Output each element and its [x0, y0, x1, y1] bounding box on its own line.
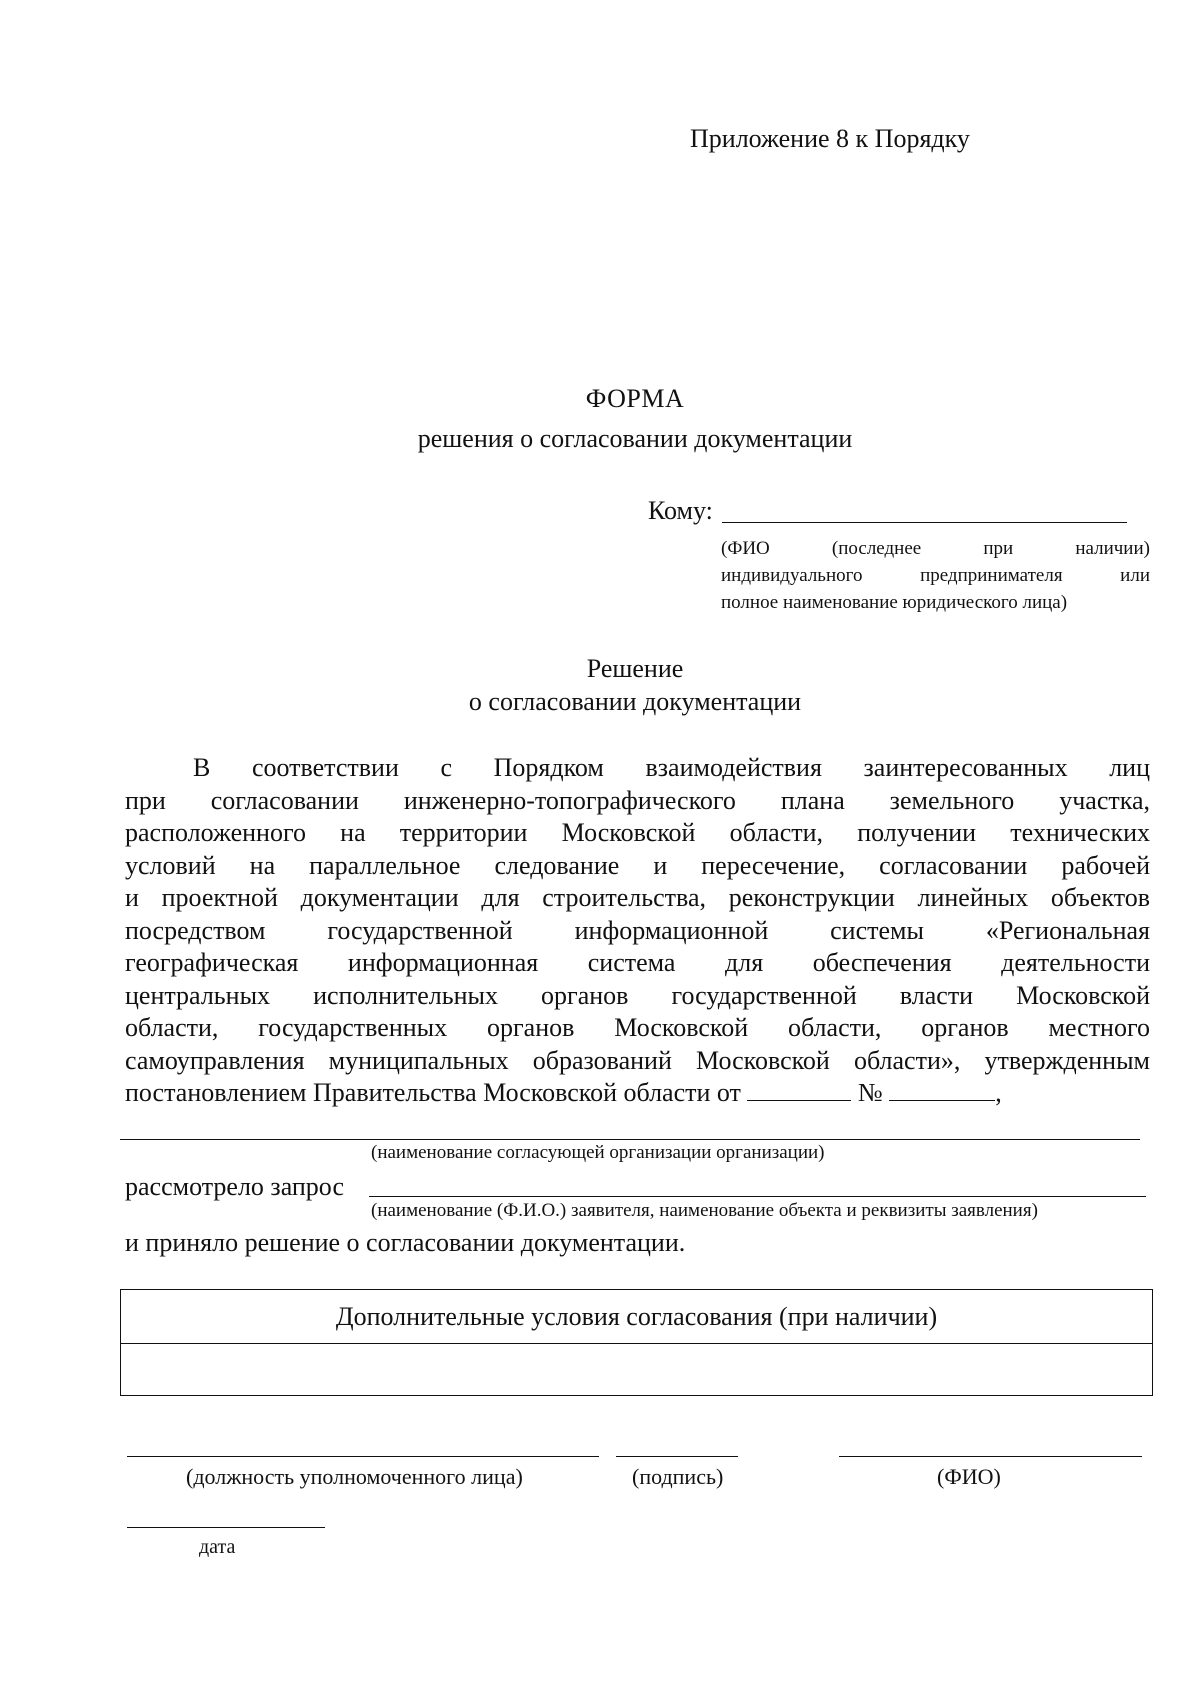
body-line-last: постановлением Правительства Московской области от № ,: [125, 1078, 1002, 1107]
resolution-number-field[interactable]: [889, 1082, 995, 1101]
recipient-hint-line-3: полное наименование юридического лица): [721, 592, 1068, 613]
appendix-reference: Приложение 8 к Порядку: [690, 124, 970, 153]
form-title: ФОРМА: [585, 384, 685, 413]
conditions-table-cell[interactable]: [121, 1344, 1152, 1395]
recipient-field-line[interactable]: [722, 522, 1127, 523]
request-field-line[interactable]: [369, 1196, 1146, 1197]
recipient-label: Кому:: [648, 496, 713, 525]
recipient-hint: [721, 535, 1150, 616]
body-paragraph: [125, 752, 1150, 1110]
decision-accepted-text: и приняло решение о согласовании документации.: [125, 1228, 686, 1257]
conditions-table-header: Дополнительные условия согласования (при наличии): [121, 1290, 1152, 1344]
body-line: посредством государственной информационной системы «Региональная: [125, 915, 1150, 945]
conditions-table: [120, 1289, 1153, 1396]
body-line: при согласовании инженерно-топографического плана земельного участка,: [125, 785, 1150, 815]
body-line: самоуправления муниципальных образований Московской области», утвержденным: [125, 1045, 1150, 1075]
fio-signature-line[interactable]: [839, 1456, 1142, 1457]
body-line: В соответствии с Порядком взаимодействия заинтересованных лиц: [193, 753, 1150, 782]
body-line: области, государственных органов Московской области, органов местного: [125, 1013, 1150, 1042]
decision-subtitle: о согласовании документации: [468, 687, 802, 716]
organization-hint: (наименование согласующей организации организации): [371, 1142, 825, 1163]
decision-title: Решение: [586, 654, 684, 683]
signature-label: (подпись): [632, 1464, 724, 1489]
recipient-hint-line-1: (ФИО (последнее при наличии): [721, 538, 1150, 559]
body-line: расположенного на территории Московской области, получении технических: [125, 818, 1150, 847]
position-label: (должность уполномоченного лица): [186, 1464, 523, 1489]
body-line: географическая информационная система для обеспечения деятельности: [125, 948, 1150, 977]
date-field-line[interactable]: [127, 1527, 325, 1528]
body-line: и проектной документации для строительства, реконструкции линейных объектов: [125, 883, 1150, 912]
request-label: рассмотрело запрос: [125, 1172, 344, 1201]
date-label: дата: [199, 1536, 236, 1558]
fio-label: (ФИО): [937, 1464, 1001, 1489]
applicant-hint: (наименование (Ф.И.О.) заявителя, наименование объекта и реквизиты заявления): [371, 1200, 1038, 1221]
signature-line[interactable]: [616, 1456, 738, 1457]
position-signature-line[interactable]: [127, 1456, 599, 1457]
body-line: условий на параллельное следование и пересечение, согласовании рабочей: [125, 850, 1150, 880]
form-subtitle: решения о согласовании документации: [417, 424, 853, 453]
body-line: центральных исполнительных органов государственной власти Московской: [125, 980, 1150, 1010]
organization-field-line[interactable]: [120, 1139, 1140, 1140]
recipient-hint-line-2: индивидуального предпринимателя или: [721, 565, 1150, 586]
resolution-date-field[interactable]: [747, 1082, 851, 1101]
